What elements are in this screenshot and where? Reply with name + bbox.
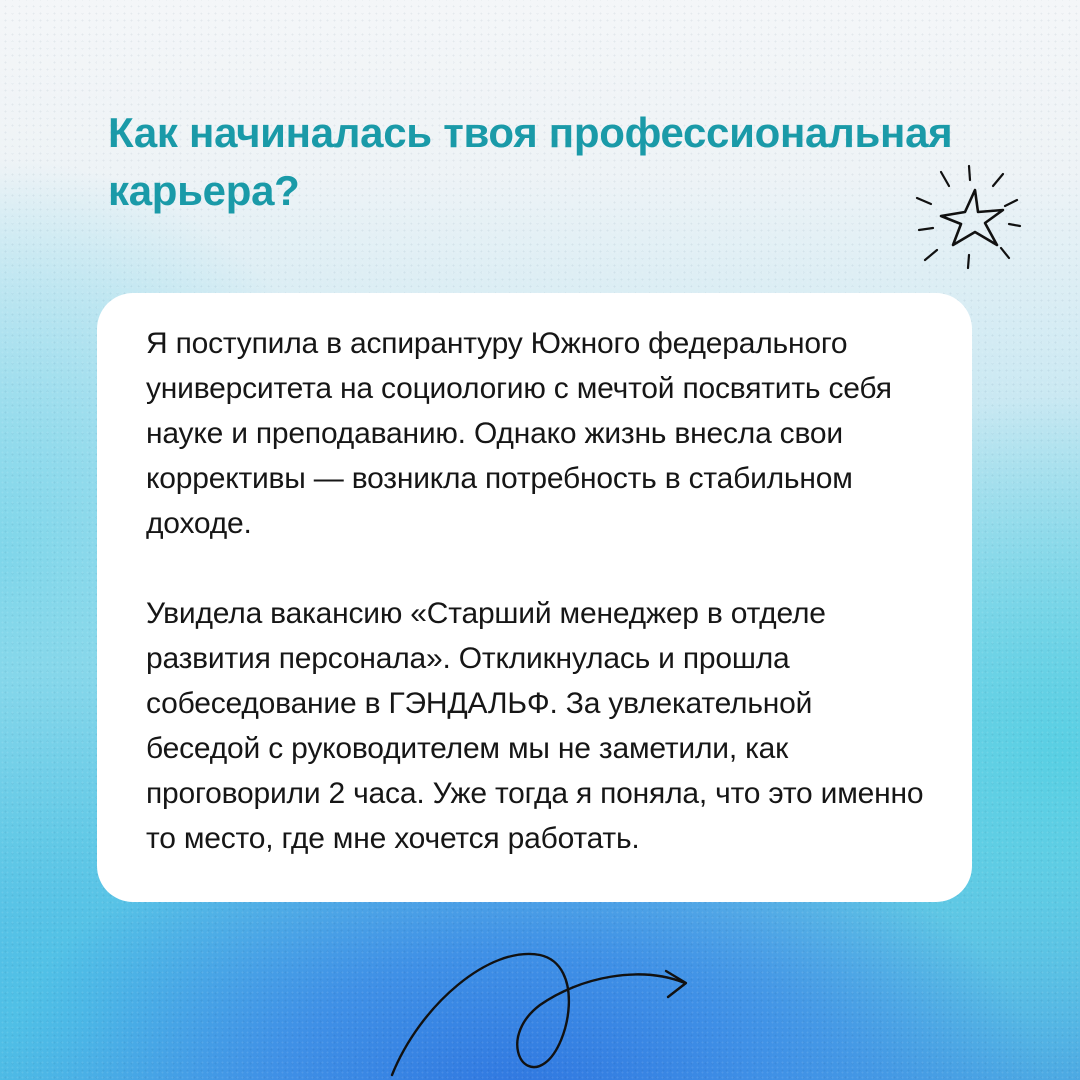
answer-paragraph-1: Я поступила в аспирантуру Южного федерального университета на социологию с мечтой посвятить себя науке и преподаванию. Однако жизнь внесла свои коррективы — возникла потребность в стабильном доходе.	[146, 327, 892, 540]
loop-arrow-icon	[380, 935, 710, 1080]
page-title: Как начиналась твоя профессиональная карьера?	[108, 109, 953, 214]
answer-paragraph-2: Увидела вакансию «Старший менеджер в отделе развития персонала». Откликнулась и прошла собеседование в ГЭНДАЛЬФ. За увлекательной беседой с руководителем мы не заметили, как проговорили 2 часа. Уже тогда я поняла, что это именно то место, где мне хочется работать.	[146, 597, 924, 855]
sparkle-star-icon	[905, 160, 1035, 280]
answer-card	[97, 293, 972, 902]
